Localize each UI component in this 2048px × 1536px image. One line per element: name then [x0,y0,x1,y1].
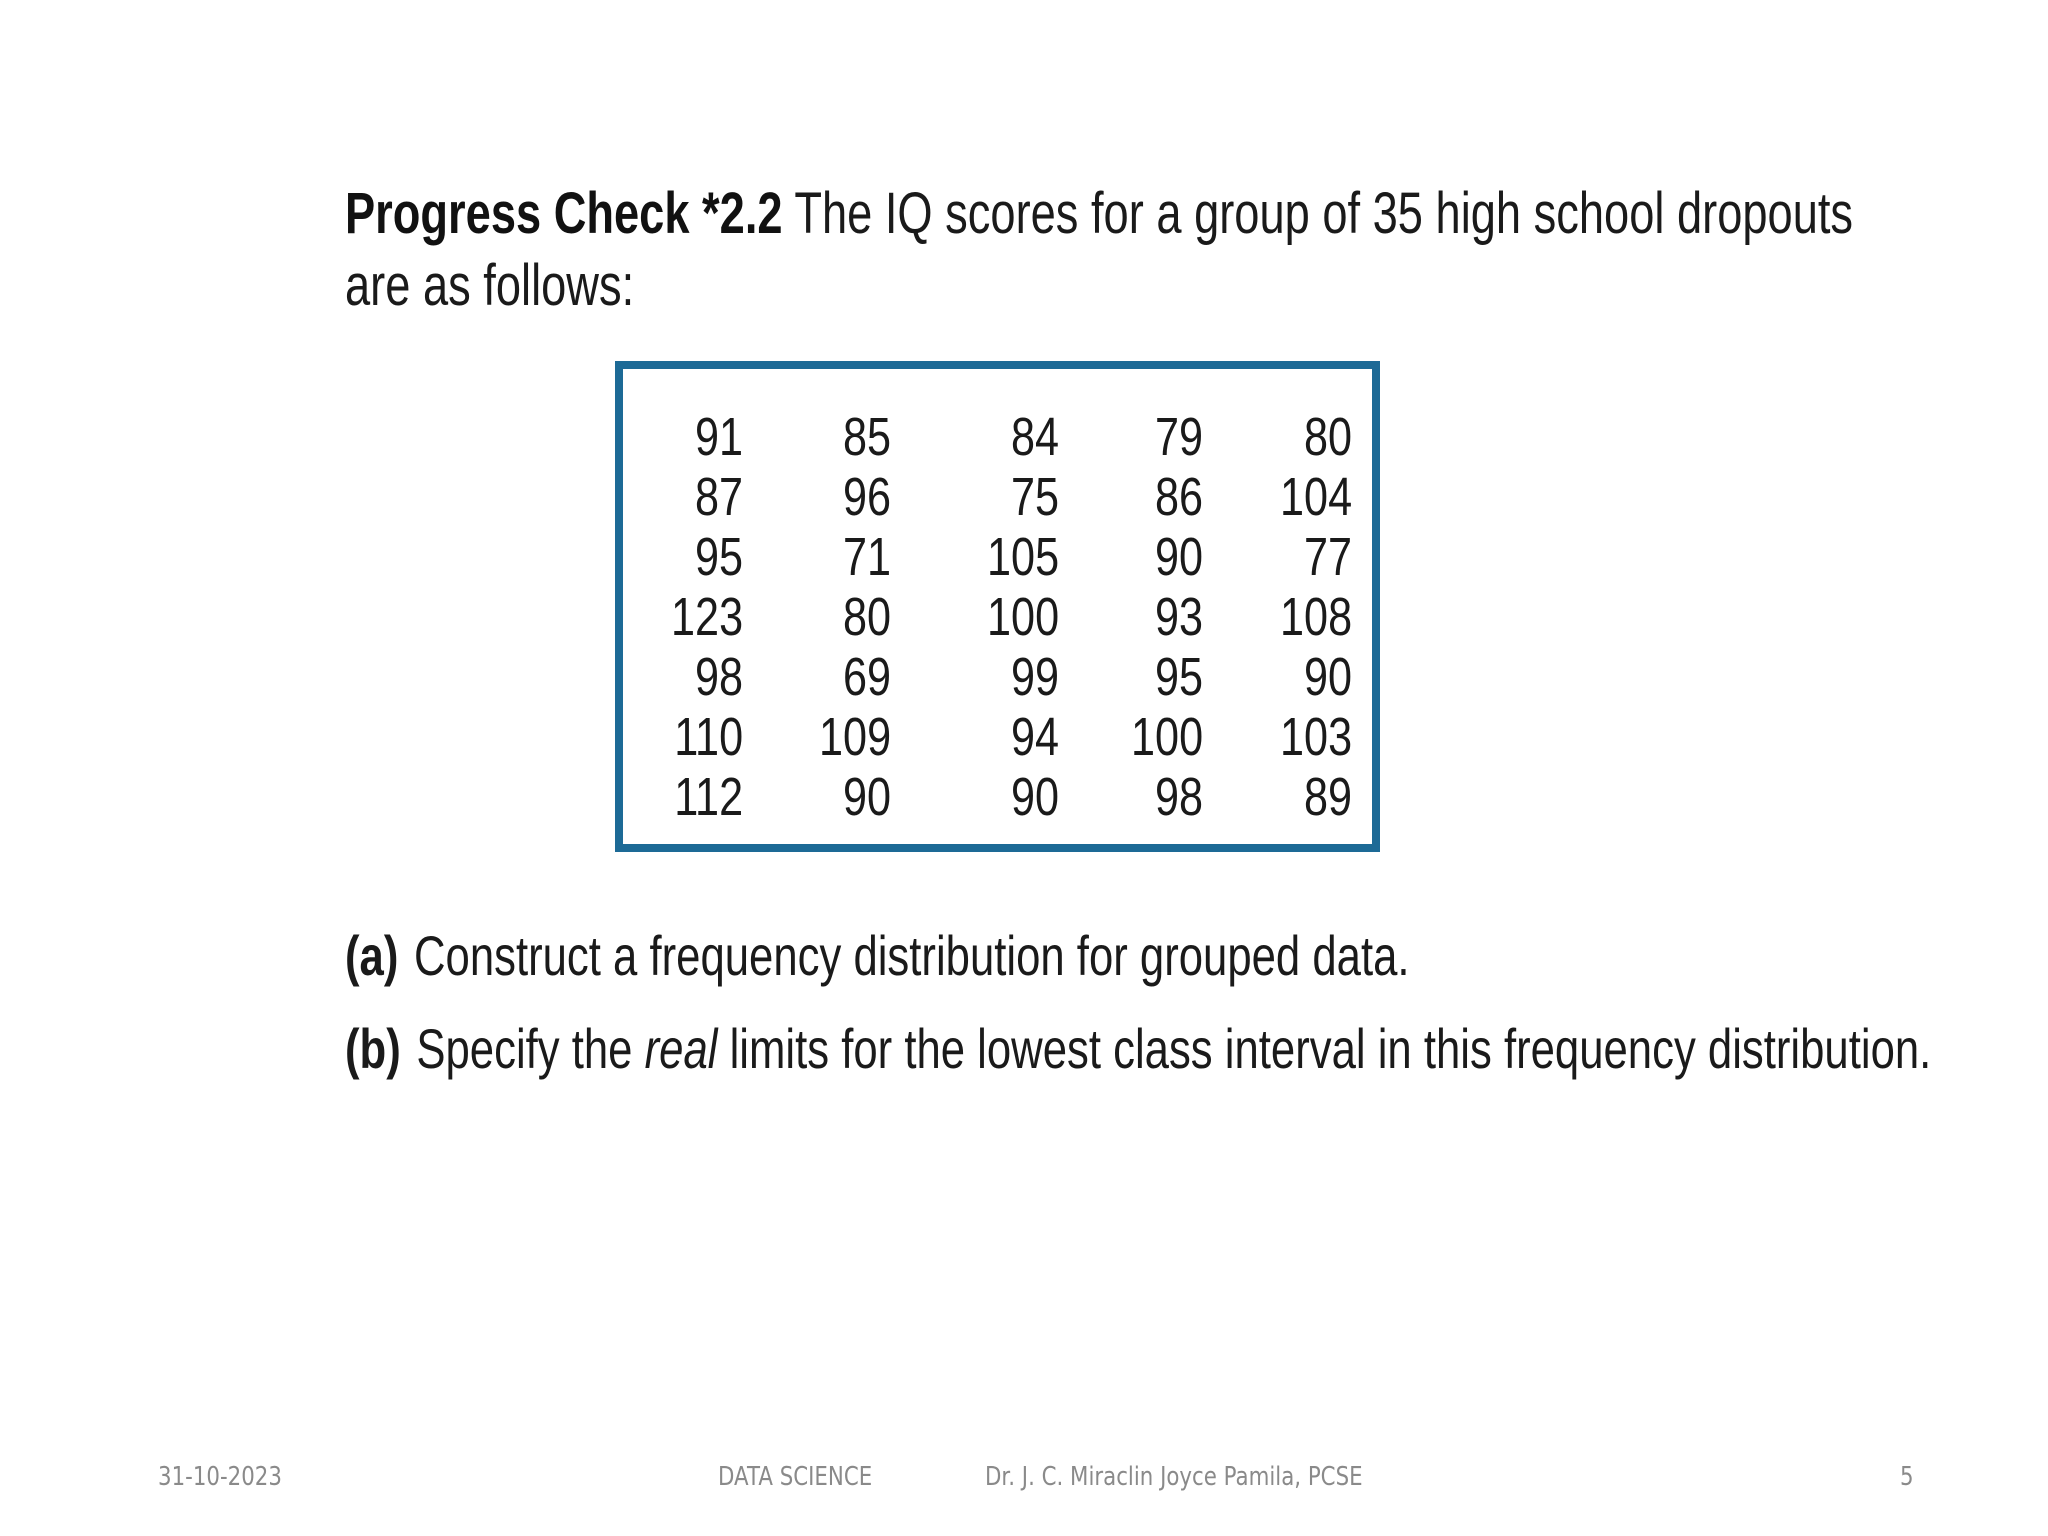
score-cell [939,527,1059,587]
footer-date: 31-10-2023 [158,1462,282,1492]
score-cell [623,707,743,767]
score-cell [771,527,891,587]
score-value: 123 [670,587,743,647]
problem-statement [345,178,1854,322]
score-value: 75 [1010,467,1059,527]
score-value: 104 [1279,467,1352,527]
score-value: 89 [1303,767,1352,827]
score-value: 71 [842,527,891,587]
question-b-emphasis: real [644,1017,718,1080]
score-cell [771,647,891,707]
score-value: 77 [1303,527,1352,587]
score-cell [771,767,891,827]
question-b-text-before: Specify the [416,1017,645,1080]
score-cell [939,767,1059,827]
score-cell [1232,407,1352,467]
score-value: 110 [674,707,743,767]
score-value: 100 [986,587,1059,647]
score-cell [939,647,1059,707]
score-value: 69 [842,647,891,707]
score-cell [1083,467,1203,527]
score-cell [623,647,743,707]
score-cell [1083,767,1203,827]
score-cell [771,587,891,647]
score-cell [623,527,743,587]
score-cell [1232,527,1352,587]
score-cell [623,467,743,527]
score-cell [771,707,891,767]
score-value: 86 [1154,467,1203,527]
question-a [345,924,1710,988]
score-cell [1232,587,1352,647]
score-value: 103 [1279,707,1352,767]
score-cell [1232,647,1352,707]
score-cell [1083,527,1203,587]
score-value: 87 [694,467,743,527]
score-value: 84 [1010,407,1059,467]
score-value: 105 [986,527,1059,587]
question-a-label: (a) [345,924,399,987]
problem-intro-line2: are as follows: [345,253,635,318]
score-cell [939,467,1059,527]
score-cell [1232,467,1352,527]
score-value: 98 [1154,767,1203,827]
score-value: 80 [842,587,891,647]
score-cell [1083,407,1203,467]
score-value: 109 [818,707,891,767]
score-value: 90 [1154,527,1203,587]
score-cell [1083,707,1203,767]
score-cell [1083,587,1203,647]
score-cell [939,587,1059,647]
score-value: 95 [694,527,743,587]
score-cell [771,467,891,527]
score-value: 85 [842,407,891,467]
score-value: 94 [1010,707,1059,767]
score-cell [771,407,891,467]
iq-scores-table [615,361,1380,852]
score-value: 90 [842,767,891,827]
score-cell [939,707,1059,767]
question-a-text: Construct a frequency distribution for grouped data. [413,924,1410,987]
problem-heading: Progress Check *2.2 [345,181,783,246]
score-value: 80 [1303,407,1352,467]
score-value: 96 [842,467,891,527]
question-b-text-after: limits for the lowest class interval in this frequency distribution. [717,1017,1932,1080]
score-value: 108 [1279,587,1352,647]
score-cell [1083,647,1203,707]
score-value: 93 [1154,587,1203,647]
score-value: 91 [694,407,743,467]
footer-author: Dr. J. C. Miraclin Joyce Pamila, PCSE [985,1462,1363,1492]
score-value: 79 [1154,407,1203,467]
score-cell [623,587,743,647]
question-b-label: (b) [345,1017,401,1080]
score-cell [1232,707,1352,767]
footer-page-number: 5 [1900,1462,1914,1492]
score-value: 90 [1303,647,1352,707]
score-cell [623,407,743,467]
score-value: 100 [1130,707,1203,767]
score-value: 98 [694,647,743,707]
score-cell [939,407,1059,467]
score-value: 99 [1010,647,1059,707]
question-b [345,1017,2048,1081]
score-cell [1232,767,1352,827]
footer-course: DATA SCIENCE [718,1462,873,1492]
problem-intro-line1: The IQ scores for a group of 35 high school dropouts [794,181,1854,246]
score-cell [623,767,743,827]
score-value: 90 [1010,767,1059,827]
score-value: 112 [674,767,743,827]
score-value: 95 [1154,647,1203,707]
